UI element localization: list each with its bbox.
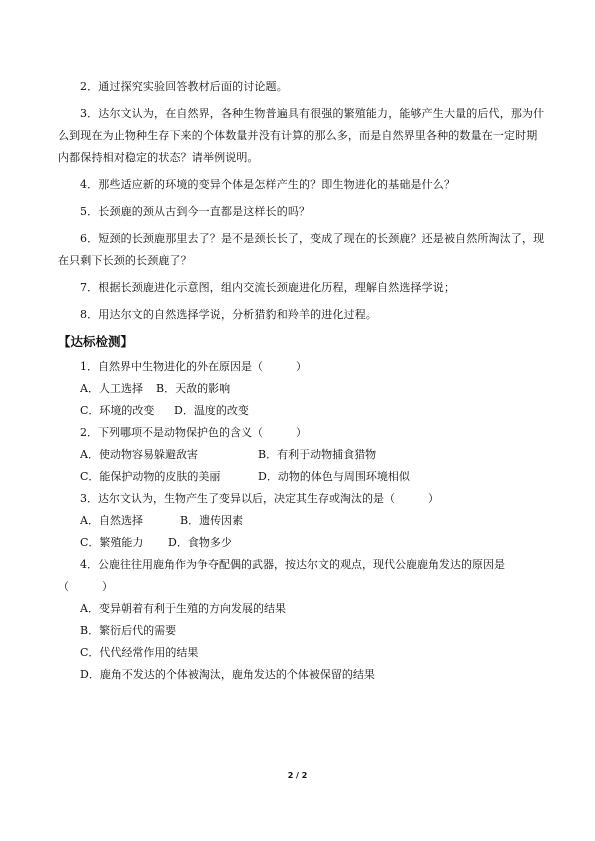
paragraph-5: 5．长颈鹿的颈从古到今一直都是这样长的吗？ (80, 205, 311, 218)
question-3-option-c: C．繁殖能力 (80, 536, 144, 549)
question-2-option-row-1 (58, 444, 548, 466)
section-title-assessment: 【达标检测】 (58, 334, 134, 349)
question-1-option-b: B．天敌的影响 (156, 382, 231, 395)
question-2-option-d: D．动物的体色与周围环境相似 (258, 470, 410, 483)
question-1-option-row-1 (58, 378, 548, 400)
question-3-option-row-2 (58, 532, 548, 554)
question-3-option-b: B．遗传因素 (180, 514, 244, 527)
question-1-option-c: C．环境的改变 (80, 404, 155, 417)
question-4-option-c: C．代代经常作用的结果 (80, 646, 199, 659)
question-1-option-row-2 (58, 400, 548, 422)
paragraph-8: 8．用达尔文的自然选择学说，分析猎豹和羚羊的进化过程。 (80, 308, 378, 321)
paragraph-3: 3．达尔文认为，在自然界，各种生物普遍具有很强的繁殖能力，能够产生大量的后代，那为什么到现在为止物种生存下来的个体数量并没有计算的那么多，而是自然界里各种的数量在一定时期内都保持相对稳定的状态？请举例说明。 (58, 107, 545, 164)
question-2-option-b: B．有利于动物捕食猎物 (258, 448, 377, 461)
page-number: 2 / 2 (287, 771, 308, 780)
question-1-stem: 1．自然界中生物进化的外在原因是（ ） (80, 360, 307, 373)
paragraph-4: 4．那些适应新的环境的变异个体是怎样产生的？即生物进化的基础是什么？ (80, 178, 456, 191)
question-3-stem: 3．达尔文认为，生物产生了变异以后，决定其生存或淘汰的是（ ） (80, 492, 439, 505)
paragraph-7: 7．根据长颈鹿进化示意图，组内交流长颈鹿进化历程，理解自然选择学说； (80, 281, 456, 294)
question-4 (58, 554, 548, 686)
question-4-stem: 4．公鹿往往用鹿角作为争夺配偶的武器，按达尔文的观点，现代公鹿鹿角发达的原因是（ ） (58, 558, 505, 593)
question-2-option-a: A．使动物容易躲避敌害 (80, 448, 198, 461)
question-1-option-d: D．温度的改变 (174, 404, 249, 417)
question-2-option-row-2 (58, 466, 548, 488)
paragraph-2: 2．通过探究实验回答教材后面的讨论题。 (80, 80, 288, 93)
question-1 (58, 356, 548, 422)
question-4-option-d: D．鹿角不发达的个体被淘汰，鹿角发达的个体被保留的结果 (80, 668, 375, 681)
question-1-option-a: A．人工选择 (80, 382, 143, 395)
question-2-option-c: C．能保护动物的皮肤的美丽 (80, 470, 221, 483)
paragraph-6: 6．短颈的长颈鹿那里去了？是不是颈长长了，变成了现在的长颈鹿？还是被自然所淘汰了，现在只剩下长颈的长颈鹿了？ (58, 232, 545, 267)
question-3-option-row-1 (58, 510, 548, 532)
question-3-option-a: A．自然选择 (80, 514, 143, 527)
question-2-stem: 2．下列哪项不是动物保护色的含义（ ） (80, 426, 307, 439)
question-3-option-d: D．食物多少 (168, 536, 232, 549)
page-content (58, 76, 548, 686)
question-4-option-b: B．繁衍后代的需要 (80, 624, 177, 637)
question-2 (58, 422, 548, 488)
question-4-option-a: A．变异朝着有利于生殖的方向发展的结果 (80, 602, 286, 615)
question-3 (58, 488, 548, 554)
